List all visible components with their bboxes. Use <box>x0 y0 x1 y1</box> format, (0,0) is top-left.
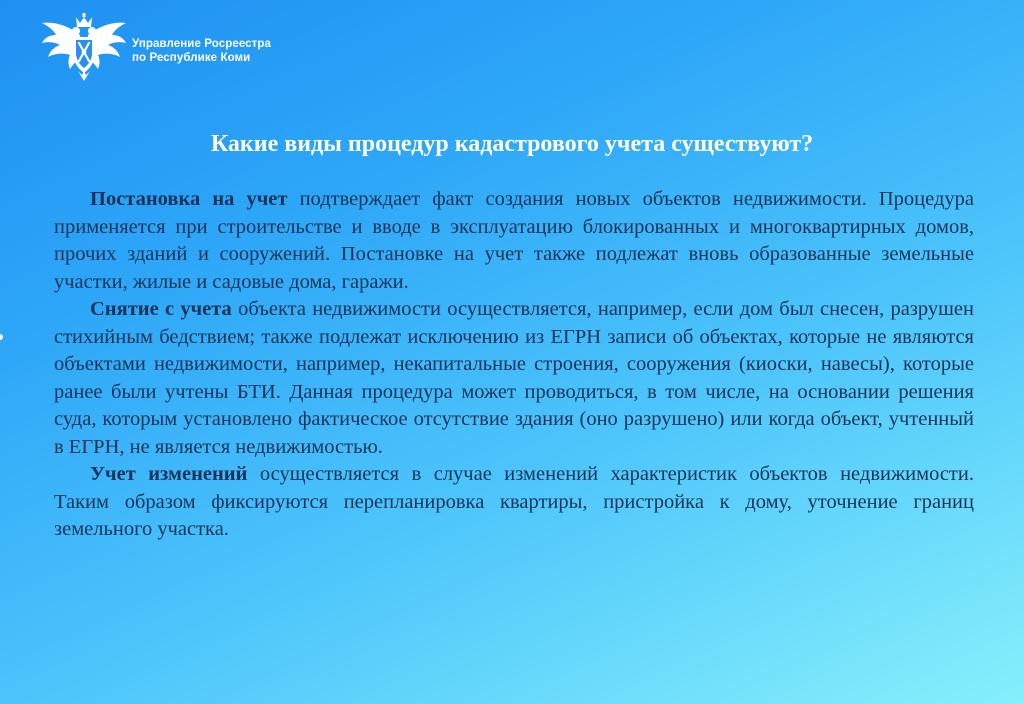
rosreestr-eagle-emblem-icon <box>40 13 128 83</box>
paragraph-changes <box>54 461 974 544</box>
paragraph-registration-text: подтверждает факт создания новых объектов недвижимости. Процедура применяется при строительстве и вводе в эксплуатацию блокированных и многоквартирных домов, прочих зданий и сооружений. Постановке на учет также подлежат вновь образованные земельные участки, жилые и садовые дома, гаражи. <box>54 188 974 293</box>
organization-name-line-1: Управление Росреестра <box>132 38 272 50</box>
body-text <box>54 186 974 544</box>
paragraph-deregistration <box>54 296 974 461</box>
paragraph-deregistration-text: объекта недвижимости осуществляется, например, если дом был снесен, разрушен стихийным бедствием; также подлежат исключению из ЕГРН записи об объектах, которые не являются объектами недвижимости, например, некапитальные строения, сооружения (киоски, навесы), которые ранее были учтены БТИ. Данная процедура может проводиться, в том числе, на основании решения суда, которым установлено фактическое отсутствие здания (оно разрушено) или когда объект, учтенный в ЕГРН, не является недвижимостью. <box>54 298 974 458</box>
header <box>40 12 271 84</box>
term-registration: Постановка на учет <box>90 188 288 210</box>
organization-name <box>132 37 271 65</box>
page-title: Какие виды процедур кадастрового учета существуют? <box>210 131 814 157</box>
organization-name-line-2: по Республике Коми <box>132 52 251 64</box>
paragraph-changes-text: осуществляется в случае изменений характеристик объектов недвижимости. Таким образом фиксируются перепланировка квартиры, пристройка к дому, уточнение границ земельного участка. <box>54 463 974 540</box>
paragraph-registration <box>54 186 974 296</box>
term-changes: Учет изменений <box>90 463 248 485</box>
term-deregistration: Снятие с учета <box>90 298 232 320</box>
edge-marker <box>0 334 3 340</box>
